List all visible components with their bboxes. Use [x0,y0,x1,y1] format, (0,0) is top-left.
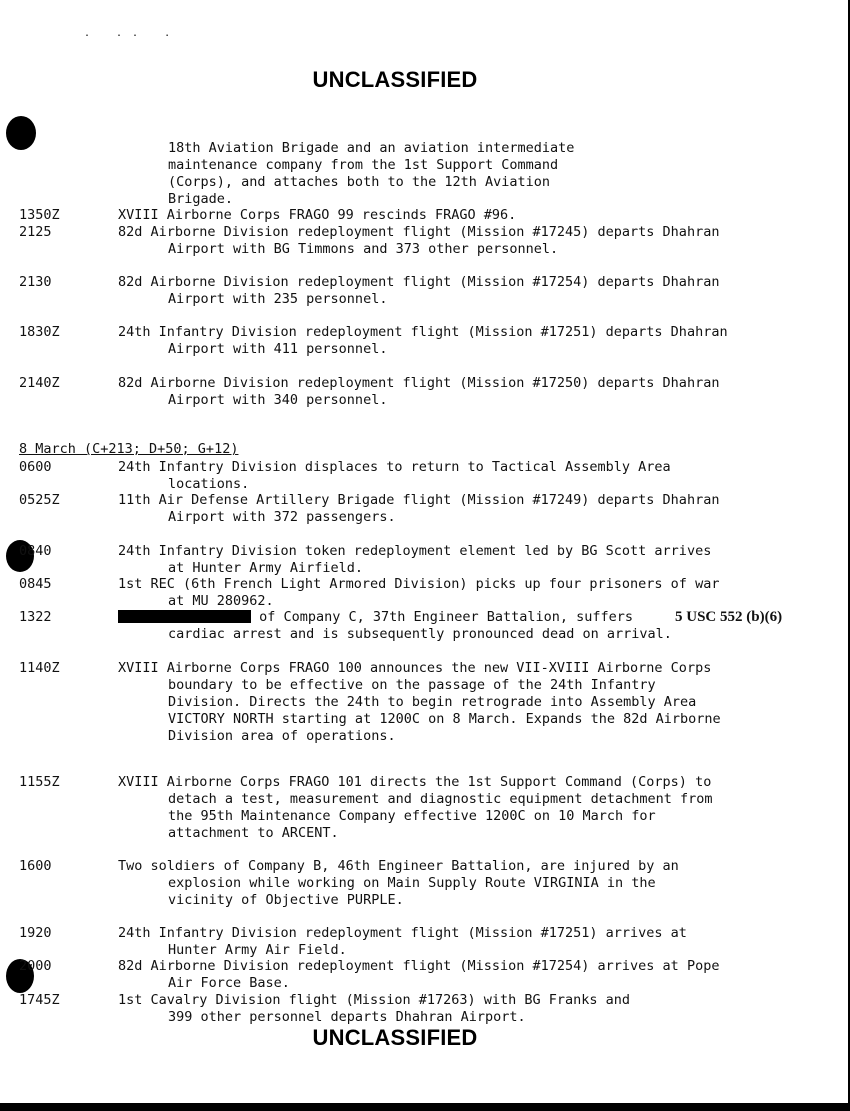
entry-text: Two soldiers of Company B, 46th Engineer Battalion, are injured by an explosion while working on Main Supply Route VIRGINIA in the vicinity of Objective PURPLE. [118,858,687,908]
entry-text: 24th Infantry Division redeployment flight (Mission #17251) departs Dhahran Airport with 411 personnel. [118,324,736,357]
entry-text [118,609,678,643]
entry-text: XVIII Airborne Corps FRAGO 99 rescinds FRAGO #96. [118,207,517,223]
entry-text: 24th Infantry Division displaces to return to Tactical Assembly Area locations. [118,459,679,492]
punch-hole-top [6,116,36,150]
date-header: 8 March (C+213; D+50; G+12) [19,441,239,457]
entry-text: 82d Airborne Division redeployment flight (Mission #17250) departs Dhahran Airport with 340 personnel. [118,375,728,408]
scan-marks: . .. . [84,28,181,39]
entry-time: 0525Z [19,492,60,508]
entry-time: 1140Z [19,660,60,676]
entry-time: 0845 [19,576,52,592]
entry-time: 0840 [19,543,52,559]
entry-text: 11th Air Defense Artillery Brigade flight (Mission #17249) departs Dhahran Airport with 372 passengers. [118,492,728,525]
entry-time: 2000 [19,958,52,974]
entry-text: 24th Infantry Division redeployment flight (Mission #17251) arrives at Hunter Army Air Field. [118,925,696,958]
scan-edge-bottom [0,1103,850,1111]
classification-top: UNCLASSIFIED [312,67,478,92]
entry-time: 1600 [19,858,52,874]
entry-time: 1830Z [19,324,60,340]
classification-bottom: UNCLASSIFIED [312,1025,478,1050]
entry-time: 1350Z [19,207,60,223]
entry-time: 0600 [19,459,52,475]
entry-time: 2125 [19,224,52,240]
entry-text: 82d Airborne Division redeployment flight (Mission #17254) arrives at Pope Air Force Base. [118,958,728,991]
entry-time: 1745Z [19,992,60,1008]
foia-exemption-note: 5 USC 552 (b)(6) [675,609,783,625]
entry-time: 2140Z [19,375,60,391]
entry-text: 82d Airborne Division redeployment flight (Mission #17254) departs Dhahran Airport with 235 personnel. [118,274,728,307]
entry-text-after-redaction: of Company C, 37th Engineer Battalion, suffers cardiac arrest and is subsequently pronounced dead on arrival. [168,609,672,642]
entry-text: 24th Infantry Division token redeployment element led by BG Scott arrives at Hunter Army Airfield. [118,543,720,576]
entry-time: 1322 [19,609,52,625]
entry-text: XVIII Airborne Corps FRAGO 101 directs the 1st Support Command (Corps) to detach a test, measurement and diagnostic equipment detachment from the 95th Maintenance Company effective 1200C on 10 March for attachment to ARCENT. [118,774,721,841]
entry-text: 82d Airborne Division redeployment flight (Mission #17245) departs Dhahran Airport with BG Timmons and 373 other personnel. [118,224,728,257]
redaction-block [118,610,251,623]
entry-text: XVIII Airborne Corps FRAGO 100 announces the new VII-XVIII Airborne Corps boundary to be effective on the passage of the 24th Infantry Division. Directs the 24th to begin retrograde into Assembly Area VICTORY NORTH starting at 1200C on 8 March. Expands the 82d Airborne Division area of operations. [118,660,729,744]
entry-time: 2130 [19,274,52,290]
entry-text: 1st Cavalry Division flight (Mission #17263) with BG Franks and 399 other personnel departs Dhahran Airport. [118,992,639,1025]
continuation-text: 18th Aviation Brigade and an aviation intermediate maintenance company from the 1st Support Command (Corps), and attaches both to the 12th Aviation Brigade. [168,140,575,207]
entry-time: 1920 [19,925,52,941]
entry-text: 1st REC (6th French Light Armored Division) picks up four prisoners of war at MU 280962. [118,576,728,609]
entry-time: 1155Z [19,774,60,790]
